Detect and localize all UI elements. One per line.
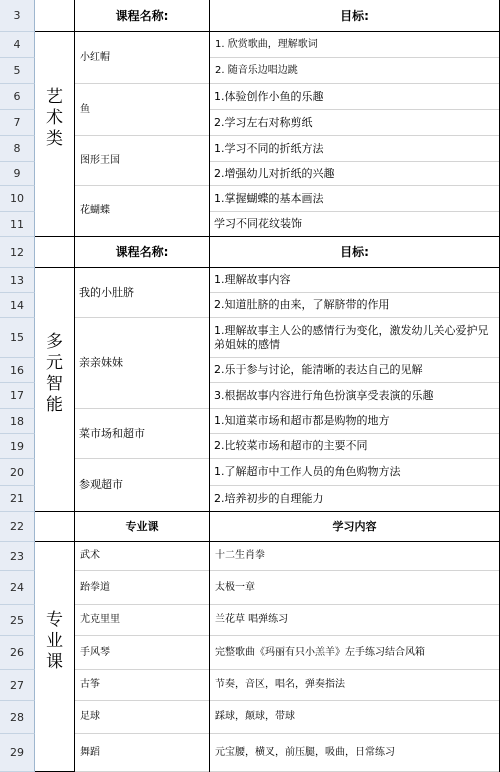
content-cell[interactable]: 节奏，音区，唱名，弹奏指法	[210, 670, 500, 701]
goal-cell[interactable]: 学习不同花纹装饰	[210, 212, 500, 237]
row-number[interactable]: 12	[0, 237, 35, 268]
row-number[interactable]: 8	[0, 136, 35, 162]
goal-cell[interactable]: 2.学习左右对称剪纸	[210, 110, 500, 136]
row-number[interactable]: 4	[0, 32, 35, 58]
goal-cell[interactable]: 2.比较菜市场和超市的主要不同	[210, 434, 500, 459]
row-number[interactable]: 14	[0, 293, 35, 318]
content-cell[interactable]: 太极一章	[210, 571, 500, 605]
row-number[interactable]: 20	[0, 459, 35, 486]
course-name-cell[interactable]: 尤克里里	[75, 605, 210, 636]
row-number[interactable]: 21	[0, 486, 35, 512]
goal-cell[interactable]: 1.知道菜市场和超市都是购物的地方	[210, 409, 500, 434]
category-cell[interactable]	[35, 512, 75, 772]
header-course-name[interactable]: 专业课	[75, 512, 210, 542]
row-number[interactable]: 18	[0, 409, 35, 434]
content-cell[interactable]: 完整歌曲《玛丽有只小羔羊》左手练习结合风箱	[210, 636, 500, 670]
row-number[interactable]: 11	[0, 212, 35, 237]
goal-cell[interactable]: 1.掌握蝴蝶的基本画法	[210, 186, 500, 212]
row-number[interactable]: 5	[0, 58, 35, 84]
section-border	[35, 541, 500, 542]
goal-cell[interactable]: 2.知道肚脐的由来，了解脐带的作用	[210, 293, 500, 318]
row-number[interactable]: 9	[0, 162, 35, 186]
goal-cell[interactable]: 1.学习不同的折纸方法	[210, 136, 500, 162]
course-name-cell[interactable]: 跆拳道	[75, 571, 210, 605]
row-number[interactable]: 23	[0, 542, 35, 571]
section-border	[35, 236, 500, 237]
course-name-cell[interactable]: 手风琴	[75, 636, 210, 670]
goal-cell[interactable]: 2. 随音乐边唱边跳	[210, 58, 500, 84]
course-name-cell[interactable]: 古筝	[75, 670, 210, 701]
goal-cell[interactable]: 3.根据故事内容进行角色扮演享受表演的乐趣	[210, 383, 500, 409]
row-number[interactable]: 25	[0, 605, 35, 636]
content-cell[interactable]: 兰花草 唱弹练习	[210, 605, 500, 636]
goal-cell[interactable]: 2.培养初步的自理能力	[210, 486, 500, 512]
content-cell[interactable]: 元宝腰，横叉，前压腿，吸曲，日常练习	[210, 734, 500, 772]
goal-cell[interactable]: 1.体验创作小鱼的乐趣	[210, 84, 500, 110]
row-number[interactable]: 3	[0, 0, 35, 32]
goal-cell[interactable]: 1.理解故事主人公的感情行为变化，激发幼儿关心爱护兄弟姐妹的感情	[210, 318, 500, 358]
row-number[interactable]: 28	[0, 701, 35, 734]
header-goal[interactable]: 目标:	[210, 237, 500, 268]
course-name-cell[interactable]: 亲亲妹妹	[75, 318, 210, 409]
header-course-name[interactable]: 课程名称:	[75, 0, 210, 32]
category-label: 多元智能	[46, 332, 63, 415]
row-number[interactable]: 16	[0, 358, 35, 383]
header-goal[interactable]: 目标:	[210, 0, 500, 32]
row-number[interactable]: 22	[0, 512, 35, 542]
goal-cell[interactable]: 1. 欣赏歌曲，理解歌词	[210, 32, 500, 58]
row-number[interactable]: 19	[0, 434, 35, 459]
row-number[interactable]: 27	[0, 670, 35, 701]
row-number[interactable]: 6	[0, 84, 35, 110]
course-name-cell[interactable]: 图形王国	[75, 136, 210, 186]
header-content[interactable]: 学习内容	[210, 512, 500, 542]
goal-cell[interactable]: 1.了解超市中工作人员的角色购物方法	[210, 459, 500, 486]
course-name-cell[interactable]: 舞蹈	[75, 734, 210, 772]
category-cell[interactable]	[35, 0, 75, 237]
course-name-cell[interactable]: 我的小肚脐	[75, 268, 210, 318]
table-border	[74, 0, 75, 772]
category-cell[interactable]	[35, 237, 75, 512]
course-name-cell[interactable]: 足球	[75, 701, 210, 734]
row-number[interactable]: 17	[0, 383, 35, 409]
goal-cell[interactable]: 2.增强幼儿对折纸的兴趣	[210, 162, 500, 186]
section-border	[35, 267, 500, 268]
course-name-cell[interactable]: 参观超市	[75, 459, 210, 512]
goal-cell[interactable]: 2.乐于参与讨论，能清晰的表达自己的见解	[210, 358, 500, 383]
course-name-cell[interactable]: 花蝴蝶	[75, 186, 210, 237]
row-number[interactable]: 10	[0, 186, 35, 212]
category-label: 专业课	[46, 610, 63, 672]
course-name-cell[interactable]: 鱼	[75, 84, 210, 136]
row-number[interactable]: 15	[0, 318, 35, 358]
row-number[interactable]: 13	[0, 268, 35, 293]
section-border	[35, 511, 500, 512]
content-cell[interactable]: 踩球，颠球，带球	[210, 701, 500, 734]
table-border	[209, 0, 210, 772]
category-label: 艺术类	[46, 86, 63, 149]
row-number[interactable]: 29	[0, 734, 35, 772]
header-course-name[interactable]: 课程名称:	[75, 237, 210, 268]
row-number[interactable]: 7	[0, 110, 35, 136]
row-number[interactable]: 26	[0, 636, 35, 670]
course-name-cell[interactable]: 小红帽	[75, 32, 210, 84]
goal-cell[interactable]: 1.理解故事内容	[210, 268, 500, 293]
content-cell[interactable]: 十二生肖拳	[210, 542, 500, 571]
course-name-cell[interactable]: 菜市场和超市	[75, 409, 210, 459]
course-name-cell[interactable]: 武术	[75, 542, 210, 571]
section-border	[35, 31, 500, 32]
row-number[interactable]: 24	[0, 571, 35, 605]
